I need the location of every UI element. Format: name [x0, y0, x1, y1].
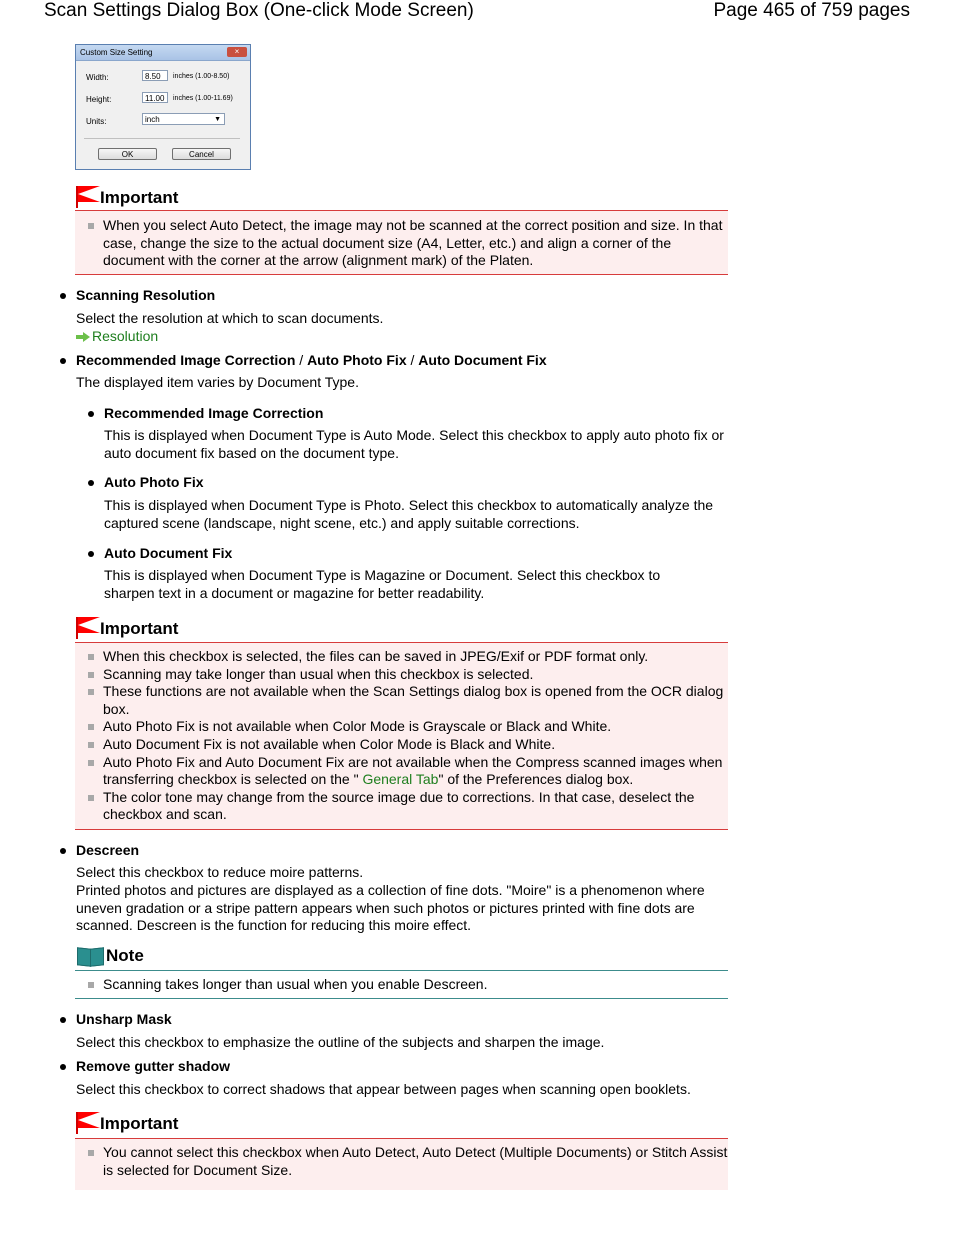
custom-size-dialog — [75, 44, 251, 170]
book-icon — [76, 946, 104, 966]
sub-text-auto-document: This is displayed when Document Type is Magazine or Document. Select this checkbox to sharpen text in a document or magazine for better readability. — [104, 567, 661, 601]
note-title: Note — [106, 946, 144, 965]
list-text: Auto Photo Fix and Auto Document Fix are not available when the Compress scanned images when transferring checkbox is selected on the " — [103, 753, 723, 788]
scanning-resolution-heading: Scanning Resolution — [76, 287, 216, 303]
list-item: You cannot select this checkbox when Auto Detect, Auto Detect (Multiple Documents) or Stitch Assist is selected for Document Size. — [75, 1144, 728, 1179]
cancel-button[interactable]: Cancel — [172, 148, 231, 160]
units-label: Units: — [86, 117, 107, 126]
correction-heading — [76, 352, 547, 368]
resolution-link-label: Resolution — [92, 328, 159, 344]
list-item: The color tone may change from the source image due to corrections. In that case, deselect the checkbox and scan. — [75, 789, 728, 824]
list-item: Scanning may take longer than usual when this checkbox is selected. — [75, 666, 728, 684]
important-box — [75, 642, 728, 830]
list-item: When you select Auto Detect, the image may not be scanned at the correct position and size. In that case, change the size to the actual document size (A4, Letter, etc.) and align a corner of the document with the corner at the arrow (alignment mark) of the Platen. — [75, 217, 728, 270]
list-item: These functions are not available when the Scan Settings dialog box is opened from the OCR dialog box. — [75, 683, 728, 718]
resolution-link[interactable] — [76, 328, 158, 346]
sub-text-recommended: This is displayed when Document Type is Auto Mode. Select this checkbox to apply auto photo fix or auto document fix based on the document type. — [104, 427, 724, 461]
list-item: Auto Photo Fix is not available when Color Mode is Grayscale or Black and White. — [75, 718, 728, 736]
sub-heading-auto-photo: Auto Photo Fix — [104, 474, 204, 490]
dialog-title: Custom Size Setting — [80, 48, 153, 57]
dialog-titlebar — [76, 45, 250, 61]
heading-separator: / — [295, 352, 308, 368]
dialog-divider — [84, 138, 240, 139]
flag-icon — [76, 1112, 100, 1134]
height-hint: inches (1.00-11.69) — [173, 95, 233, 102]
scanning-resolution-text: Select the resolution at which to scan documents. — [76, 310, 384, 326]
heading-part: Auto Photo Fix — [307, 352, 407, 368]
note-heading — [76, 946, 144, 966]
height-field[interactable]: 11.00 — [142, 92, 168, 103]
units-value: inch — [145, 115, 160, 124]
units-select[interactable] — [142, 113, 225, 125]
unsharp-text: Select this checkbox to emphasize the outline of the subjects and sharpen the image. — [76, 1034, 605, 1050]
arrow-right-icon — [76, 332, 90, 342]
list-item: Auto Document Fix is not available when Color Mode is Black and White. — [75, 736, 728, 754]
page-number: Page 465 of 759 pages — [713, 0, 910, 21]
general-tab-link[interactable]: General Tab — [362, 771, 439, 788]
important-heading — [76, 617, 178, 639]
important-title: Important — [100, 188, 179, 207]
width-label: Width: — [86, 73, 109, 82]
width-hint: inches (1.00-8.50) — [173, 73, 230, 80]
chevron-down-icon: ▼ — [214, 116, 221, 123]
heading-separator: / — [406, 352, 419, 368]
flag-icon — [76, 186, 100, 208]
heading-part: Auto Document Fix — [418, 352, 547, 368]
ok-button[interactable]: OK — [98, 148, 157, 160]
gutter-text: Select this checkbox to correct shadows that appear between pages when scanning open booklets. — [76, 1081, 691, 1097]
height-label: Height: — [86, 95, 112, 104]
list-item: When this checkbox is selected, the files can be saved in JPEG/Exif or PDF format only. — [75, 648, 728, 666]
close-icon[interactable]: × — [227, 47, 247, 57]
width-field[interactable]: 8.50 — [142, 70, 168, 81]
page-header-title: Scan Settings Dialog Box (One-click Mode Screen) — [44, 0, 474, 21]
gutter-heading: Remove gutter shadow — [76, 1058, 231, 1074]
sub-text-auto-photo: This is displayed when Document Type is Photo. Select this checkbox to automatically analyze the captured scene (landscape, night scene, etc.) and apply suitable corrections. — [104, 497, 714, 531]
list-item — [75, 754, 728, 789]
list-item: Scanning takes longer than usual when you enable Descreen. — [75, 976, 728, 994]
flag-icon — [76, 617, 100, 639]
sub-heading-recommended: Recommended Image Correction — [104, 405, 324, 421]
list-text: " of the Preferences dialog box. — [438, 771, 634, 788]
descreen-text-2: Printed photos and pictures are displayed as a collection of fine dots. "Moire" is a phenomenon where uneven gradation or a stripe pattern appears when such photos or pictures printed with fine dots are scanned. Descreen is the function for reducing this moire effect. — [76, 882, 705, 934]
important-box — [75, 1138, 728, 1190]
note-box — [75, 970, 728, 999]
important-heading — [76, 186, 178, 208]
correction-text: The displayed item varies by Document Type. — [76, 374, 359, 390]
unsharp-heading: Unsharp Mask — [76, 1011, 172, 1027]
important-title: Important — [100, 1114, 179, 1133]
important-heading — [76, 1112, 178, 1134]
important-title: Important — [100, 619, 179, 638]
heading-part: Recommended Image Correction — [76, 352, 296, 368]
descreen-heading: Descreen — [76, 842, 140, 858]
important-box — [75, 210, 728, 275]
descreen-text-1: Select this checkbox to reduce moire patterns. — [76, 864, 364, 880]
sub-heading-auto-document: Auto Document Fix — [104, 545, 233, 561]
